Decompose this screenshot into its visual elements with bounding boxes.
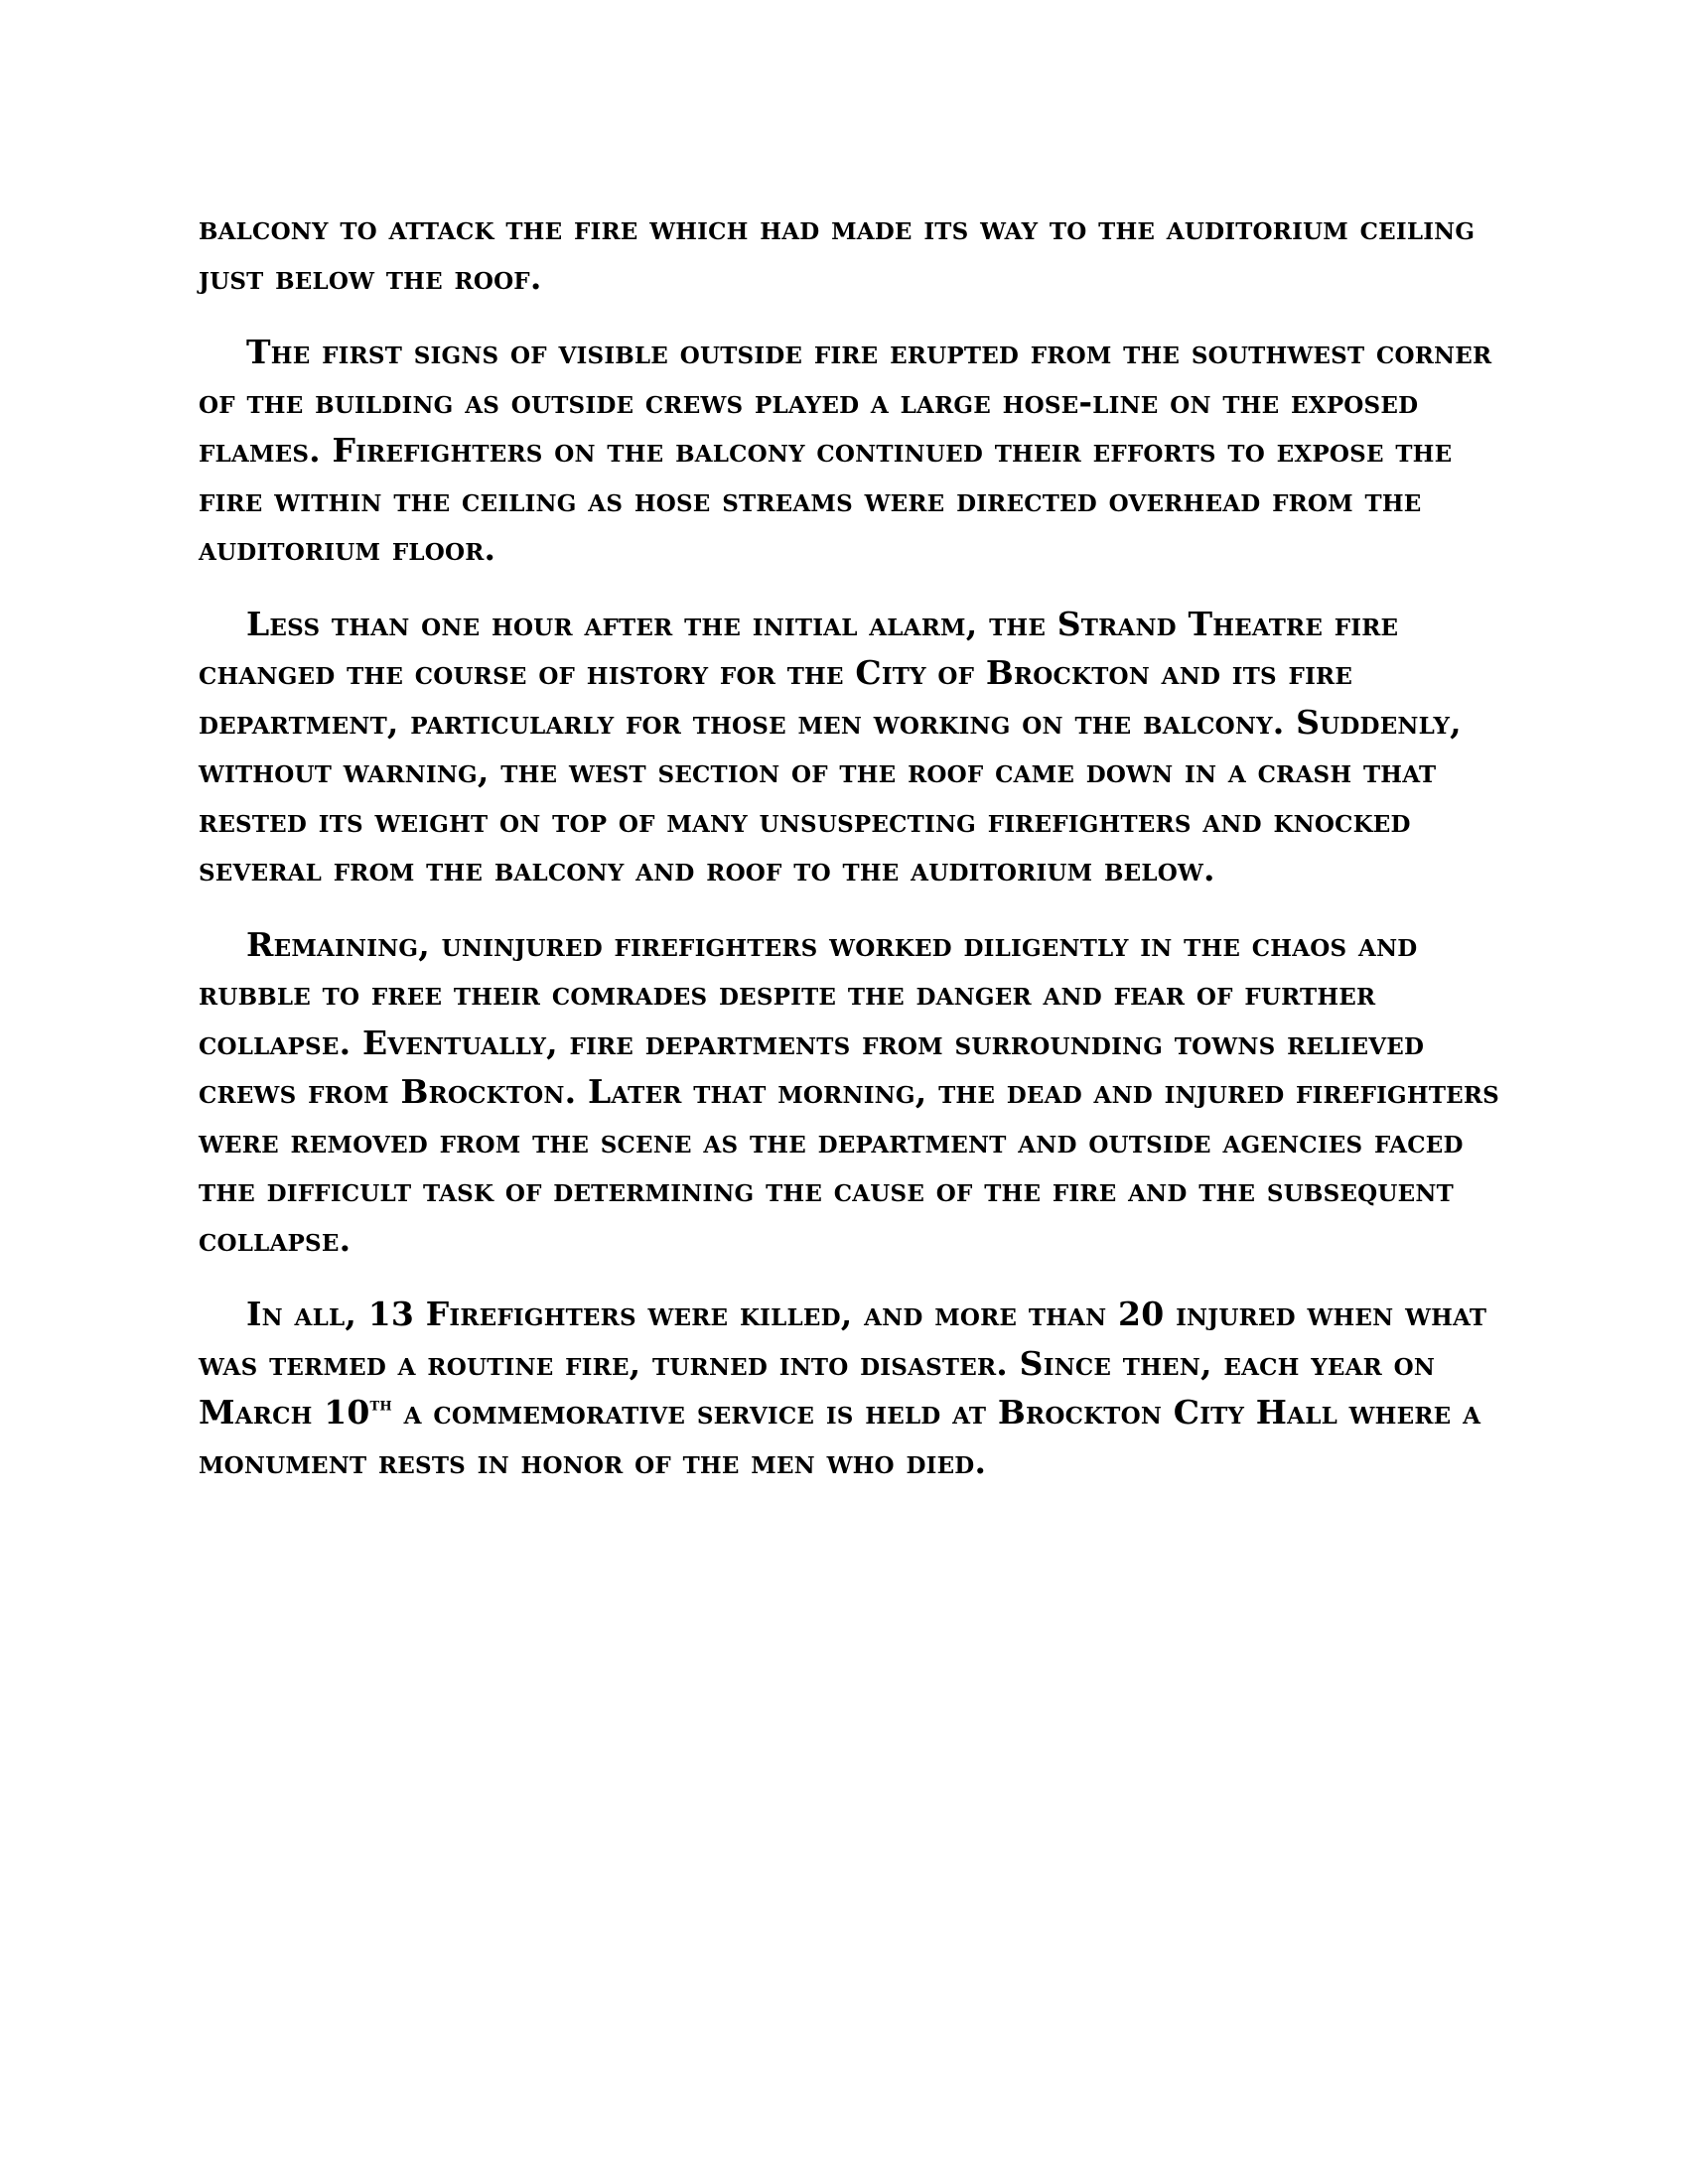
paragraph-2: The first signs of visible outside fire erupted from the southwest corner of the building as outside crews played a large hose-line on the exposed flames. Firefighters on the balcony continued their efforts to expose the fire within the ceiling as hose streams were directed overhead from the auditorium floor. (199, 333, 1492, 568)
ordinal-superscript: th (369, 1394, 392, 1416)
paragraph-3: Less than one hour after the initial alarm, the Strand Theatre fire changed the course of history for the City of Brockton and its fire department, particularly for those men working on the balcony. Suddenly, without warning, the west section of the roof came down in a crash that rested its weight on top of many unsuspecting firefighters and knocked several from the balcony and roof to the auditorium below. (199, 604, 1462, 888)
document-body (199, 204, 1499, 1486)
paragraph-5-text-end: a commemorative service is held at Brockton City Hall where a monument rests in honor of the men who died. (199, 1393, 1481, 1481)
paragraph-5-text-start: In all, 13 Firefighters were killed, and more than 20 injured when what was termed a routine fire, turned into disaster. Since then, each year on March 10 (199, 1295, 1487, 1432)
paragraph-5 (199, 1290, 1499, 1486)
paragraph-1: balcony to attack the fire which had made its way to the auditorium ceiling just below the roof. (199, 208, 1476, 297)
paragraph-4: Remaining, uninjured firefighters worked diligently in the chaos and rubble to free their comrades despite the danger and fear of further collapse. Eventually, fire departments from surrounding towns relieved crews from Brockton. Later that morning, the dead and injured firefighters were removed from the scene as the department and outside agencies faced the difficult task of determining the cause of the fire and the subsequent collapse. (199, 924, 1499, 1259)
